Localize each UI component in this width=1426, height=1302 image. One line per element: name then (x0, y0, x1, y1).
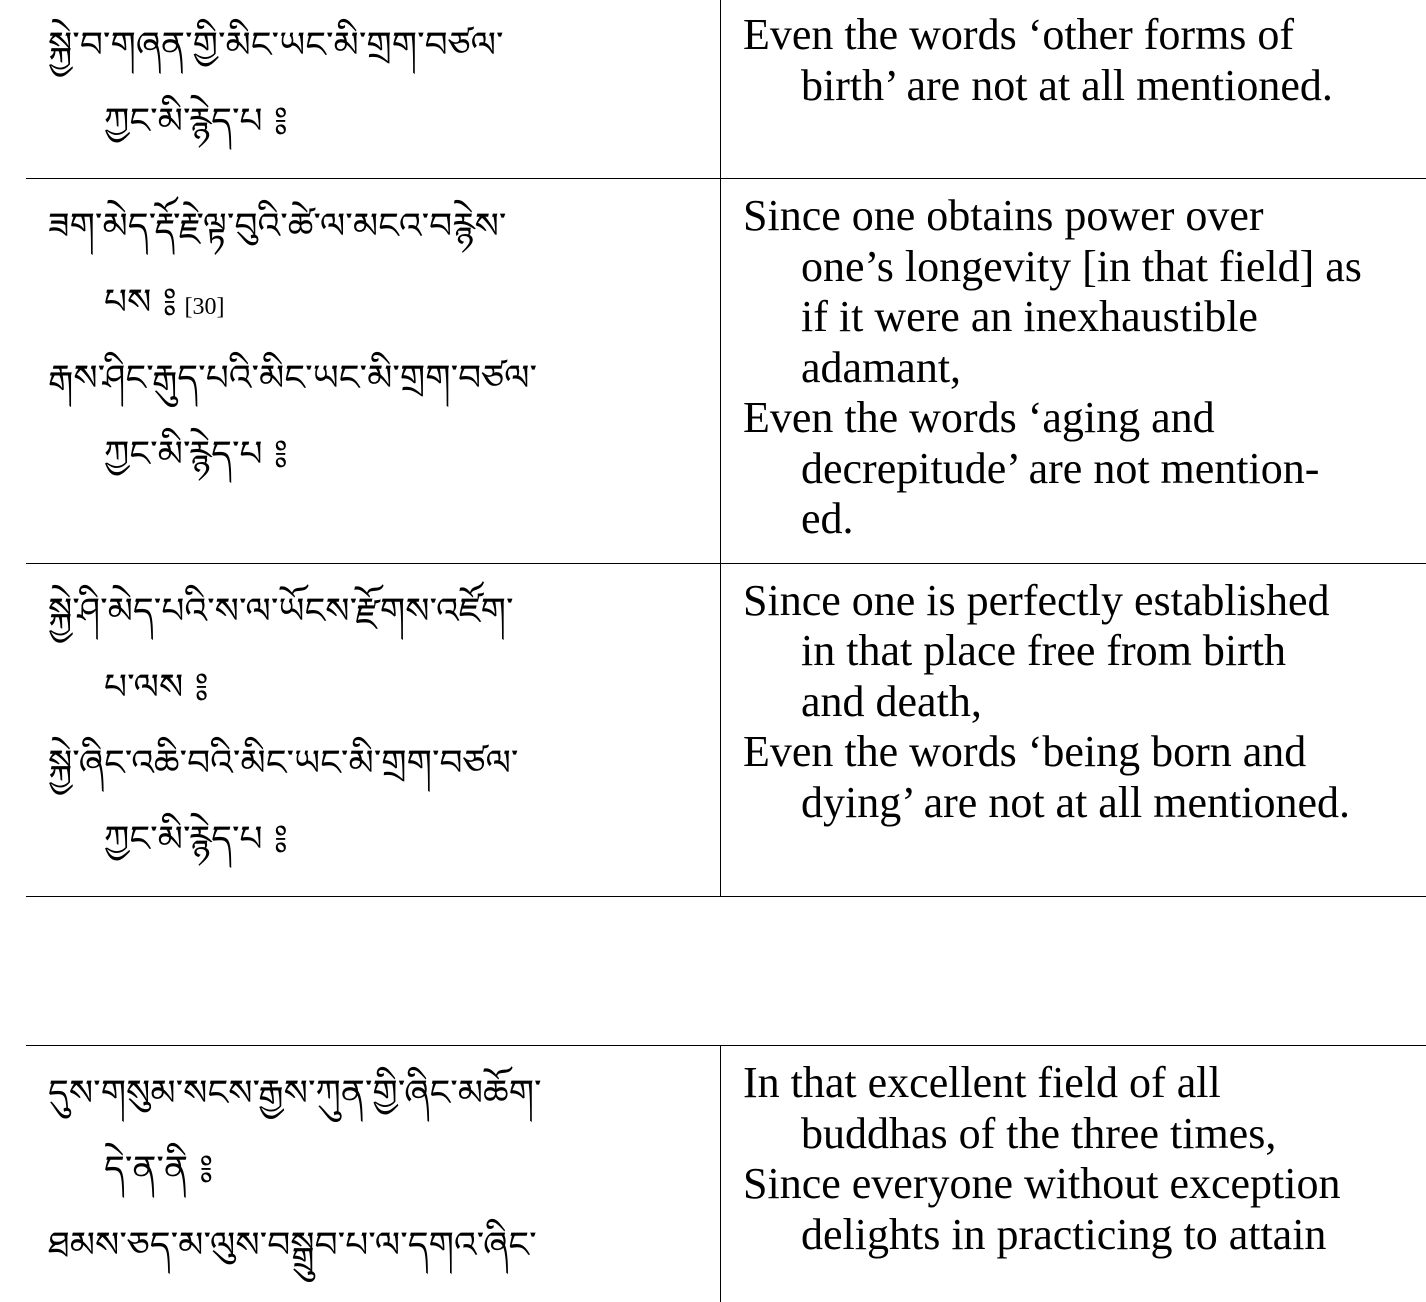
english-translation-cell (721, 0, 1426, 179)
english-translation-line: buddhas of the three times, (743, 1109, 1426, 1160)
english-translation-line: ed. (743, 494, 1426, 545)
tibetan-verse-line (48, 84, 720, 160)
english-translation-line: if it were an inexhaustible (743, 292, 1426, 343)
english-translation-line: Even the words ‘being born and (743, 727, 1426, 778)
verse-row (26, 179, 1426, 564)
tibetan-verse-text: རྒས་ཤིང་རྒུད་པའི་མིང་ཡང་མི་གྲག་བཙལ་ (48, 358, 537, 399)
english-translation-line: dying’ are not at all mentioned. (743, 778, 1426, 829)
english-translation-cell (721, 179, 1426, 564)
tibetan-verse-line (48, 1056, 720, 1132)
english-translation-line: In that excellent field of all (743, 1058, 1426, 1109)
english-translation-cell (721, 563, 1426, 896)
tibetan-verse-text: དུས་གསུམ་སངས་རྒྱས་ཀུན་གྱི་ཞིང་མཆོག་ (48, 1073, 542, 1114)
english-translation-line: decrepitude’ are not mention- (743, 444, 1426, 495)
tibetan-verse-cell (26, 1046, 721, 1302)
tibetan-verse-text: པས ༔ (104, 282, 177, 323)
tibetan-verse-line (48, 726, 720, 802)
verse-table (26, 0, 1426, 897)
tibetan-verse-text: ཀྱང་མི་རྙེད་པ ༔ (104, 434, 288, 475)
tibetan-verse-line (48, 574, 720, 650)
english-translation-line: Even the words ‘other forms of (743, 10, 1426, 61)
english-translation-line: and death, (743, 677, 1426, 728)
tibetan-verse-text: སྐྱེ་ཤི་མེད་པའི་ས་ལ་ཡོངས་རྫོགས་འཛོག་ (48, 591, 514, 632)
english-translation-line: adamant, (743, 343, 1426, 394)
tibetan-verse-text: ཐམས་ཅད་མ་ལུས་བསྒྲུབ་པ་ལ་དགའ་ཞིང་ (48, 1225, 537, 1266)
tibetan-verse-line (48, 189, 720, 265)
english-translation-line: Even the words ‘aging and (743, 393, 1426, 444)
english-translation-line: delights in practicing to attain (743, 1210, 1426, 1261)
tibetan-verse-line (48, 417, 720, 493)
english-translation-line: Since one is perfectly established (743, 576, 1426, 627)
tibetan-verse-line (48, 265, 720, 341)
tibetan-verse-line (48, 1208, 720, 1284)
english-translation-line: one’s longevity [in that field] as (743, 242, 1426, 293)
tibetan-verse-cell (26, 563, 721, 896)
verse-row (26, 563, 1426, 896)
tibetan-verse-line (48, 1132, 720, 1208)
english-translation-line: birth’ are not at all mentioned. (743, 61, 1426, 112)
tibetan-verse-text: པ་ལས ༔ (104, 667, 208, 708)
tibetan-verse-line (48, 802, 720, 878)
verse-row (26, 1046, 1426, 1302)
tibetan-verse-text: སྐྱེ་ཞིང་འཆི་བའི་མིང་ཡང་མི་གྲག་བཙལ་ (48, 743, 518, 784)
tibetan-verse-text: ཟག་མེད་རྡོ་རྗེ་ལྟ་བུའི་ཚེ་ལ་མངའ་བརྙེས་ (48, 206, 507, 247)
english-translation-line: Since everyone without exception (743, 1159, 1426, 1210)
tibetan-verse-cell (26, 0, 721, 179)
verse-row (26, 0, 1426, 179)
english-translation-line: Since one obtains power over (743, 191, 1426, 242)
page-reference: [30] (185, 294, 225, 320)
tibetan-verse-cell (26, 179, 721, 564)
tibetan-verse-text: སྐྱེ་བ་གཞན་གྱི་མིང་ཡང་མི་གྲག་བཙལ་ (48, 25, 504, 66)
verse-table-continued (26, 1045, 1426, 1302)
tibetan-verse-line (48, 8, 720, 84)
english-translation-line: in that place free from birth (743, 626, 1426, 677)
tibetan-verse-line (48, 650, 720, 726)
tibetan-verse-text: དེ་ན་ནི ༔ (104, 1149, 213, 1190)
english-translation-cell (721, 1046, 1426, 1302)
tibetan-verse-line (48, 341, 720, 417)
tibetan-verse-text: ཀྱང་མི་རྙེད་པ ༔ (104, 819, 288, 860)
tibetan-verse-text: ཀྱང་མི་རྙེད་པ ༔ (104, 101, 288, 142)
